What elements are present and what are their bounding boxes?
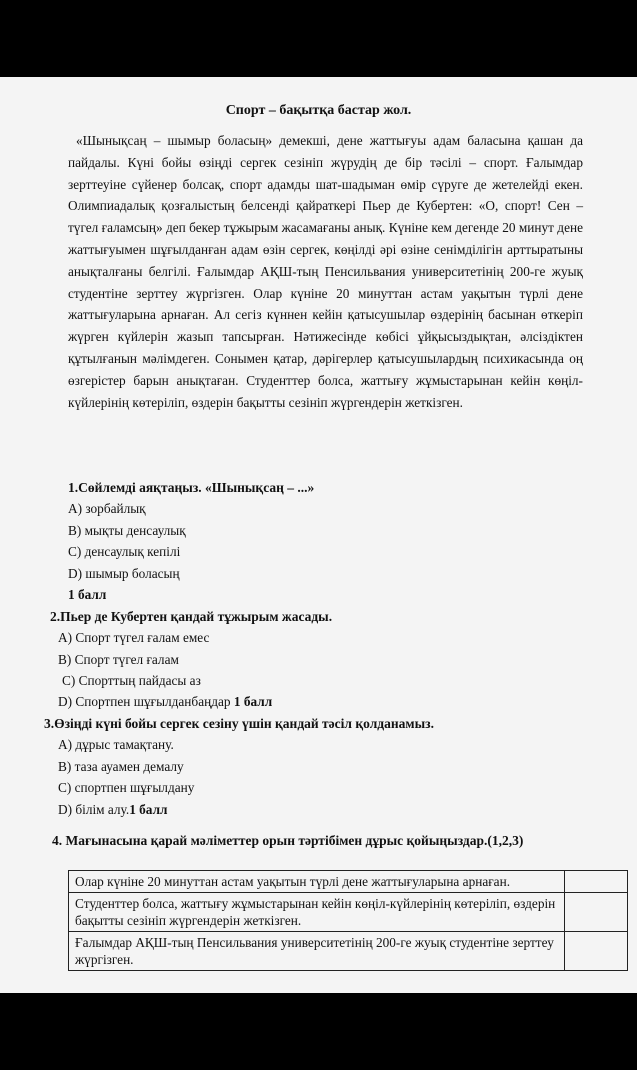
q1-option-a: А) зорбайлық: [68, 501, 146, 516]
q2-option-d-text: D) Спортпен шұғылданбаңдар: [58, 694, 231, 709]
q3-option-d-text: D) білім алу.: [58, 802, 130, 817]
q3-option-a: А) дұрыс тамақтану.: [58, 737, 174, 752]
q2-option-c: С) Спорттың пайдасы аз: [62, 673, 201, 688]
q1-option-d: D) шымыр боласың: [68, 566, 180, 581]
ordering-sentence: Ғалымдар АҚШ-тың Пенсильвания университетінің 200-ге жуық студентіне зерттеу жүргізген.: [69, 932, 565, 971]
order-answer-cell[interactable]: [565, 932, 628, 971]
table-row: [69, 932, 628, 971]
table-row: [69, 871, 628, 893]
question-1: 1.Сөйлемді аяқтаңыз. «Шынықсаң – ...»: [68, 480, 315, 495]
ordering-sentence: Студенттер болса, жаттығу жұмыстарынан кейін көңіл-күйлерінің көтеріліп, өздерін бақытты сезініп жүргендерін жеткізген.: [69, 893, 565, 932]
question-3: 3.Өзіңді күні бойы сергек сезіну үшін қандай тәсіл қолданамыз.: [44, 716, 434, 731]
q3-option-d: [58, 802, 168, 818]
q1-option-c: С) денсаулық кепілі: [68, 544, 181, 559]
worksheet-page: [0, 77, 637, 993]
q2-option-b: В) Спорт түгел ғалам: [58, 652, 179, 667]
q1-points: 1 балл: [68, 587, 107, 602]
q3-points: 1 балл: [129, 802, 168, 817]
page-title: Спорт – бақытқа бастар жол.: [225, 103, 412, 118]
q3-option-c: С) спортпен шұғылдану: [58, 780, 195, 795]
table-row: [69, 893, 628, 932]
reading-passage: «Шынықсаң – шымыр боласың» демекші, дене жаттығуы адам баласына қашан да пайдалы. Күні бойы өзіңді сергек сезініп жүрудің де бір тәсілі – спорт. Ғалымдар зерттеуіне сүйенер болсақ, спорт адамды шат-шадыман өмір сүруге де жетелейді екен. Олимпиадалық қозғалыстың белсенді қайраткері Пьер де Кубертен: «О, спорт! Сен – түгел ғаламсың» деп бекер тұжырым жасамағаны анық. Күніне кем дегенде 20 минут дене жаттығуымен шұғылданған адам өзін сергек, көңілді әрі өзіне сенімділігін арттыратыны анықталғаны белгілі. Ғалымдар АҚШ-тың Пенсильвания университетінің 200-ге жуық студентіне зерттеу жүргізген. Олар күніне 20 минуттан астам уақытын түрлі дене жаттығуларына арнаған. Ал сегіз күннен кейін қатысушылар өздерінің басынан өткеріп жүрген күйлерін жазып тапсырған. Нәтижесінде көбісі ұйқысыздықтан, әлсіздіктен құтылғанын мәлімдеген. Сонымен қатар, дәрігерлер қатысушылардың психикасында оң өзгерістер барын анықтаған. Студенттер болса, жаттығу жұмыстарынан кейін көңіл-күйлерінің көтеріліп, өздерін бақытты сезініп жүргендерін жеткізген.: [68, 133, 583, 410]
q2-option-d: [58, 694, 272, 710]
q2-option-a: А) Спорт түгел ғалам емес: [58, 630, 210, 645]
order-answer-cell[interactable]: [565, 893, 628, 932]
question-4: 4. Мағынасына қарай мәліметтер орын тәртібімен дұрыс қойыңыздар.(1,2,3): [52, 833, 524, 848]
q2-points: 1 балл: [233, 694, 273, 709]
ordering-table: [68, 870, 628, 971]
ordering-sentence: Олар күніне 20 минуттан астам уақытын түрлі дене жаттығуларына арнаған.: [69, 871, 565, 893]
order-answer-cell[interactable]: [565, 871, 628, 893]
q1-option-b: В) мықты денсаулық: [68, 523, 186, 538]
q3-option-b: В) таза ауамен демалу: [58, 759, 184, 774]
question-2: 2.Пьер де Кубертен қандай тұжырым жасады.: [50, 609, 333, 624]
